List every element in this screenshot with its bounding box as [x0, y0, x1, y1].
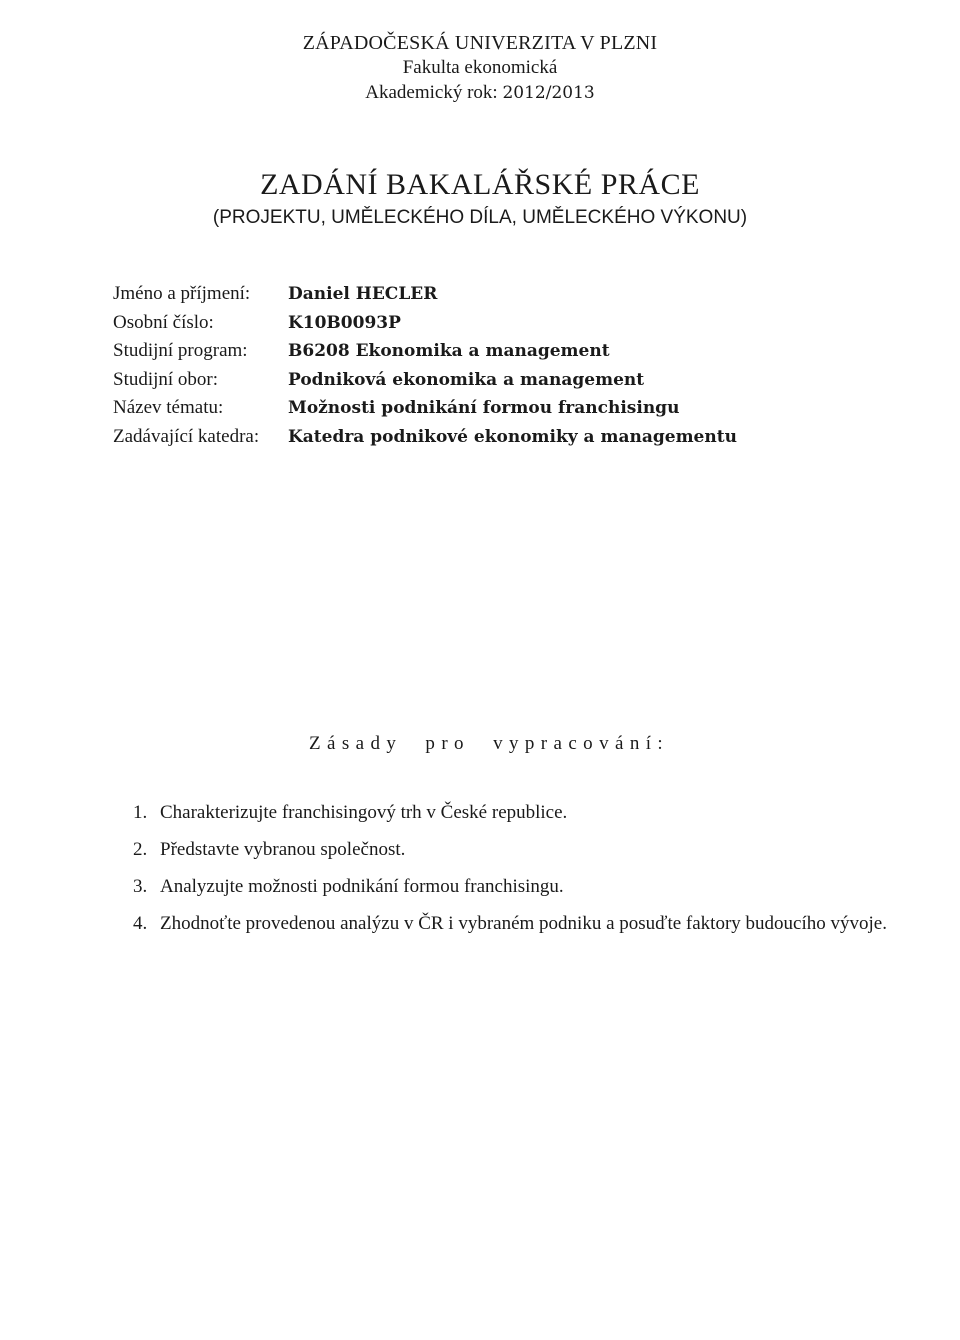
info-row-study-program	[113, 337, 737, 366]
list-item-text: Analyzujte možnosti podnikání formou franchisingu.	[160, 876, 564, 897]
principles-heading: Zásady pro vypracování:	[309, 733, 670, 754]
document-header	[0, 30, 960, 106]
faculty-name: Fakulta ekonomická	[402, 57, 558, 78]
info-row-study-field	[113, 366, 737, 395]
info-label: Osobní číslo:	[113, 311, 214, 333]
list-item	[133, 800, 893, 826]
list-item-text: Zhodnoťte provedenou analýzu v ČR i vybraném podniku a posuďte faktory budoucího vývoje.	[160, 913, 887, 934]
info-value: Podniková ekonomika a management	[288, 369, 645, 390]
info-row-name	[113, 280, 737, 309]
info-value: Katedra podnikové ekonomiky a managementu	[288, 426, 737, 447]
university-name: ZÁPADOČESKÁ UNIVERZITA V PLZNI	[302, 32, 658, 54]
info-value: K10B0093P	[288, 312, 401, 333]
list-item	[133, 911, 893, 937]
info-label: Studijní program:	[113, 340, 248, 362]
info-row-topic	[113, 394, 737, 423]
list-item	[133, 874, 893, 900]
info-value: Daniel HECLER	[288, 284, 438, 304]
info-label: Název tématu:	[113, 397, 224, 419]
title-block	[0, 166, 960, 231]
info-label: Zadávající katedra:	[113, 425, 260, 447]
principles-list	[133, 800, 893, 937]
info-value: B6208 Ekonomika a management	[288, 341, 610, 362]
info-row-department	[113, 423, 737, 452]
info-row-personal-number	[113, 309, 737, 338]
document-title: ZADÁNÍ BAKALÁŘSKÉ PRÁCE	[260, 168, 700, 201]
document-subtitle: (PROJEKTU, UMĚLECKÉHO DÍLA, UMĚLECKÉHO VÝKONU)	[212, 207, 748, 228]
academic-year-value: 2012/2013	[502, 83, 595, 103]
student-info	[113, 280, 737, 452]
list-item	[133, 837, 893, 863]
info-value: Možnosti podnikání formou franchisingu	[288, 398, 680, 419]
list-item-text: Představte vybranou společnost.	[160, 839, 406, 860]
info-label: Studijní obor:	[113, 368, 219, 390]
academic-year	[0, 80, 960, 106]
list-item-number: 3.	[133, 876, 148, 897]
list-item-number: 1.	[133, 802, 148, 823]
list-item-text: Charakterizujte franchisingový trh v České republice.	[160, 802, 568, 823]
list-item-number: 4.	[133, 913, 148, 934]
academic-year-label: Akademický rok:	[365, 82, 498, 103]
info-label: Jméno a příjmení:	[113, 283, 251, 304]
list-item-number: 2.	[133, 839, 148, 860]
